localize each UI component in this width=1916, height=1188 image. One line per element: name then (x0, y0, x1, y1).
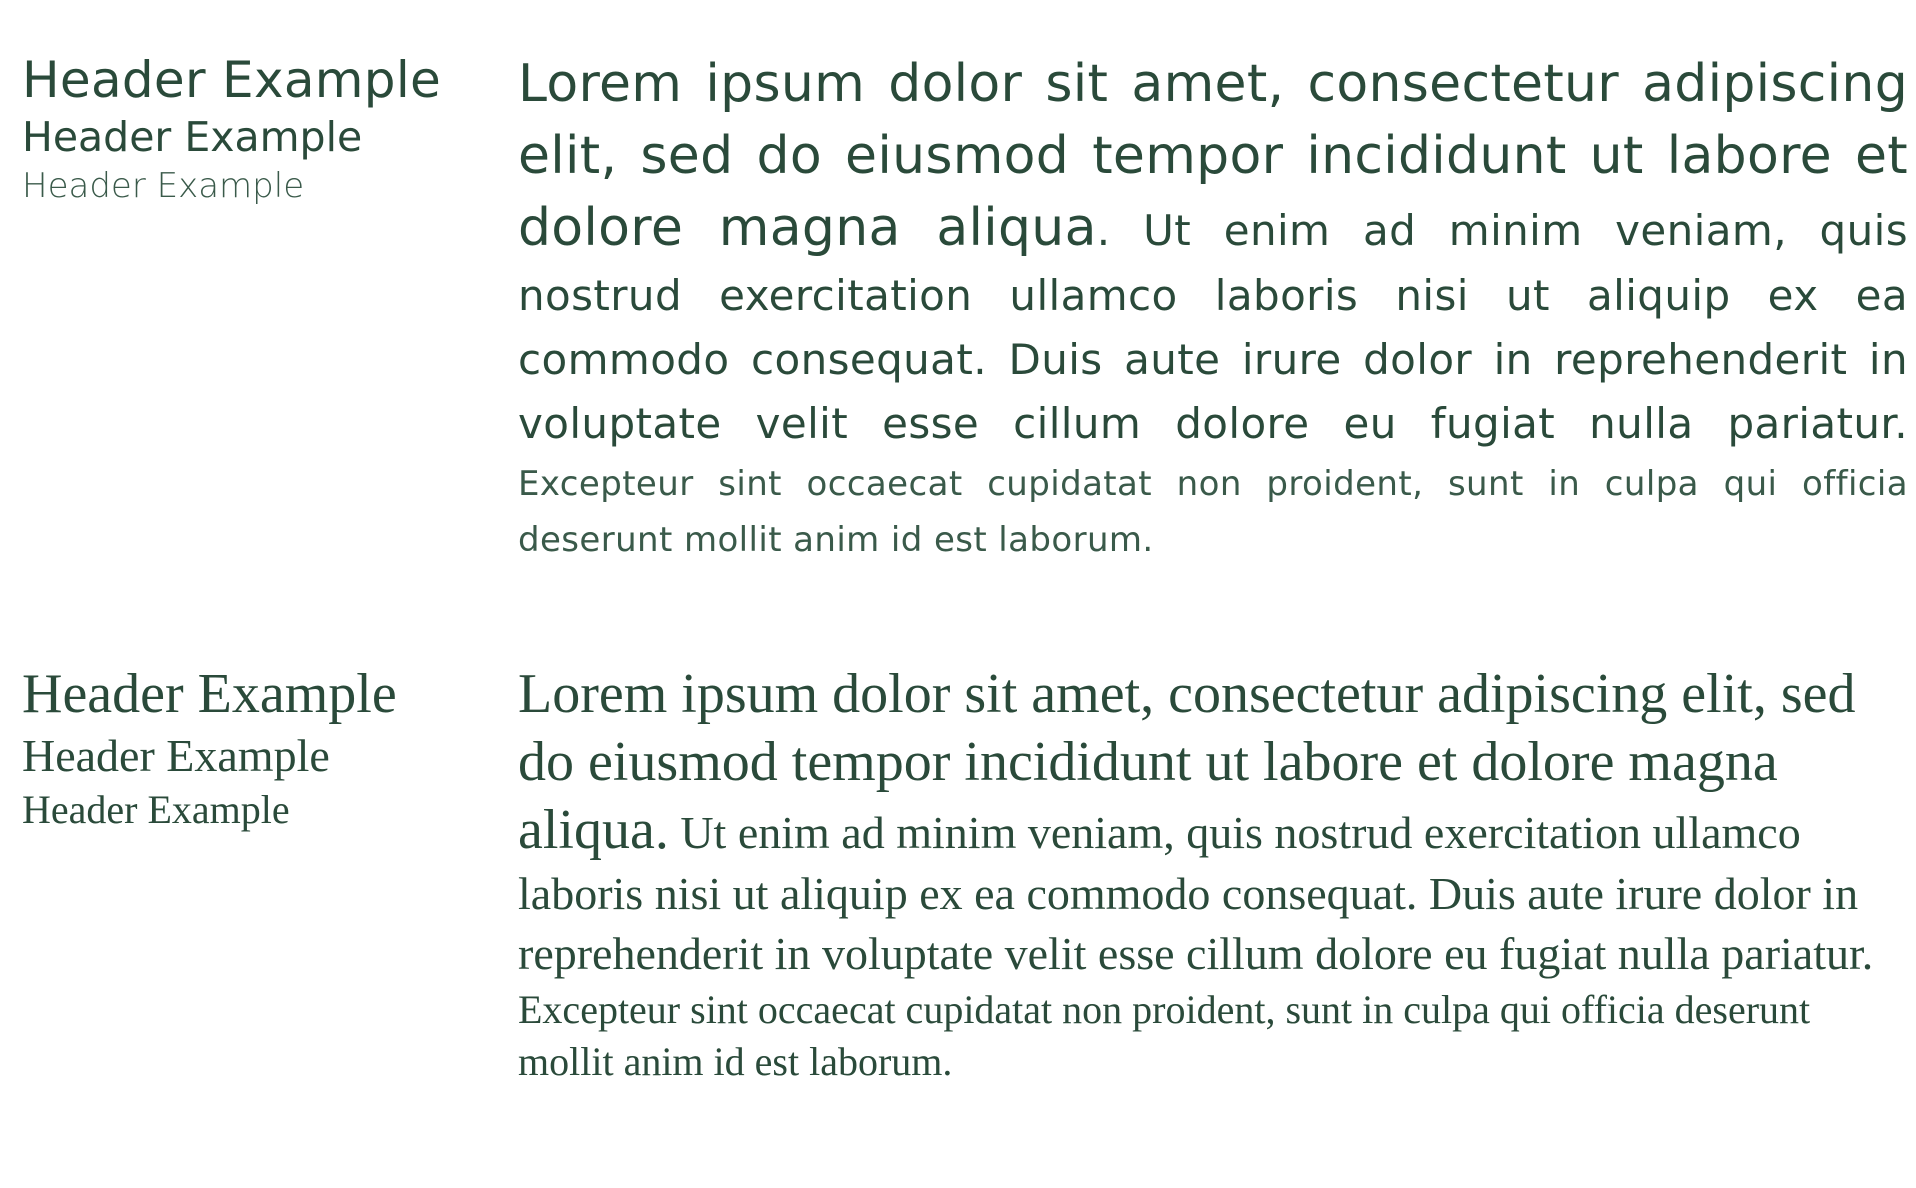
sans-header-small: Header Example (22, 165, 305, 206)
sans-header-large: Header Example (22, 51, 442, 109)
sans-paragraph-medium-text: . Ut enim ad minim veniam, quis nostrud exercitation ullamco laboris nisi ut aliquip ex ea commodo consequat. Duis aute irure dolor in reprehenderit in voluptate velit esse cillum dolore eu fugiat nulla pariatur. (518, 206, 1908, 448)
sans-paragraph-large-text: Lorem ipsum dolor sit amet, consectetur adipiscing elit, sed do eiusmod tempor incididunt ut labore et dolore magna aliqua (518, 54, 1908, 258)
serif-paragraph-small-text: Excepteur sint occaecat cupidatat non proident, sunt in culpa qui officia deserunt mollit anim id est laborum. (518, 987, 1811, 1084)
serif-paragraph-medium-text: Ut enim ad minim veniam, quis nostrud exercitation ullamco laboris nisi ut aliquip ex ea commodo consequat. Duis aute irure dolor in reprehenderit in voluptate velit esse cillum dolore eu fugiat nulla pariatur. (518, 807, 1874, 979)
serif-header-large: Header Example (22, 663, 397, 725)
sans-header-medium: Header Example (22, 112, 363, 161)
serif-paragraph-large-text: Lorem ipsum dolor sit amet, consectetur adipiscing elit, sed do eiusmod tempor incididunt ut labore et dolore magna aliqua. (518, 663, 1856, 861)
serif-header-small: Header Example (22, 787, 290, 833)
sans-header-stack (22, 0, 482, 206)
sans-body-paragraph (518, 48, 1908, 568)
serif-header-stack (22, 612, 482, 833)
serif-body-paragraph (518, 660, 1898, 1088)
serif-header-medium: Header Example (22, 730, 330, 782)
sans-paragraph-small-text: Excepteur sint occaecat cupidatat non proident, sunt in culpa qui officia deserunt mollit anim id est laborum. (518, 464, 1908, 560)
